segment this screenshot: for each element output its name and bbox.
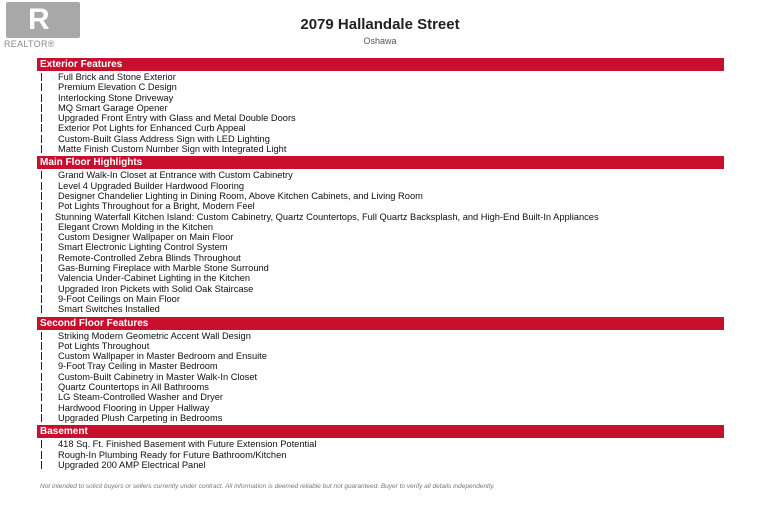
section-header: Exterior Features <box>37 58 724 71</box>
feature-item: Grand Walk-In Closet at Entrance with Custom Cabinetry <box>37 170 724 180</box>
feature-item: Upgraded Iron Pickets with Solid Oak Staircase <box>37 284 724 294</box>
feature-item: Stunning Waterfall Kitchen Island: Custom Cabinetry, Quartz Countertops, Full Quartz Backsplash, and High-End Built-In Appliances <box>37 212 724 222</box>
feature-item: Matte Finish Custom Number Sign with Integrated Light <box>37 144 724 154</box>
feature-item: 418 Sq. Ft. Finished Basement with Future Extension Potential <box>37 439 724 449</box>
feature-list <box>37 438 724 471</box>
feature-item: Pot Lights Throughout for a Bright, Modern Feel <box>37 201 724 211</box>
feature-item: 9-Foot Tray Ceiling in Master Bedroom <box>37 361 724 371</box>
realtor-logo-symbol: R <box>28 3 50 36</box>
feature-item: Valencia Under-Cabinet Lighting in the Kitchen <box>37 273 724 283</box>
section-header: Basement <box>37 425 724 438</box>
feature-item: Full Brick and Stone Exterior <box>37 72 724 82</box>
feature-item: Interlocking Stone Driveway <box>37 93 724 103</box>
feature-item: Designer Chandelier Lighting in Dining Room, Above Kitchen Cabinets, and Living Room <box>37 191 724 201</box>
feature-item: Custom-Built Cabinetry in Master Walk-In Closet <box>37 372 724 382</box>
feature-item: Upgraded Front Entry with Glass and Metal Double Doors <box>37 113 724 123</box>
feature-item: 9-Foot Ceilings on Main Floor <box>37 294 724 304</box>
feature-item: Upgraded 200 AMP Electrical Panel <box>37 460 724 470</box>
section-header: Second Floor Features <box>37 317 724 330</box>
feature-item: Custom Designer Wallpaper on Main Floor <box>37 232 724 242</box>
feature-item: Custom-Built Glass Address Sign with LED Lighting <box>37 134 724 144</box>
feature-item: Hardwood Flooring in Upper Hallway <box>37 403 724 413</box>
feature-item: Gas-Burning Fireplace with Marble Stone Surround <box>37 263 724 273</box>
feature-list <box>37 330 724 425</box>
feature-item: Elegant Crown Molding in the Kitchen <box>37 222 724 232</box>
feature-item: Smart Electronic Lighting Control System <box>37 242 724 252</box>
feature-item: Quartz Countertops in All Bathrooms <box>37 382 724 392</box>
feature-item: Striking Modern Geometric Accent Wall Design <box>37 331 724 341</box>
realtor-logo-text: REALTOR® <box>4 39 55 49</box>
disclaimer-text: Not intended to solicit buyers or sellers currently under contract. All information is deemed reliable but not guaranteed. Buyer to verify all details independently. <box>40 483 495 490</box>
feature-item: Smart Switches Installed <box>37 304 724 314</box>
feature-item: Remote-Controlled Zebra Blinds Throughout <box>37 253 724 263</box>
page-title: 2079 Hallandale Street <box>300 16 460 33</box>
feature-item: Exterior Pot Lights for Enhanced Curb Appeal <box>37 123 724 133</box>
feature-item: Level 4 Upgraded Builder Hardwood Flooring <box>37 181 724 191</box>
feature-list <box>37 71 724 155</box>
feature-item: Pot Lights Throughout <box>37 341 724 351</box>
feature-item: Upgraded Plush Carpeting in Bedrooms <box>37 413 724 423</box>
page-subtitle-city: Oshawa <box>363 36 397 46</box>
feature-item: Premium Elevation C Design <box>37 82 724 92</box>
feature-list <box>37 169 724 315</box>
section-header: Main Floor Highlights <box>37 156 724 169</box>
feature-item: Rough-In Plumbing Ready for Future Bathroom/Kitchen <box>37 450 724 460</box>
feature-item: LG Steam-Controlled Washer and Dryer <box>37 392 724 402</box>
feature-item: Custom Wallpaper in Master Bedroom and Ensuite <box>37 351 724 361</box>
feature-item: MQ Smart Garage Opener <box>37 103 724 113</box>
feature-sections <box>37 57 724 471</box>
